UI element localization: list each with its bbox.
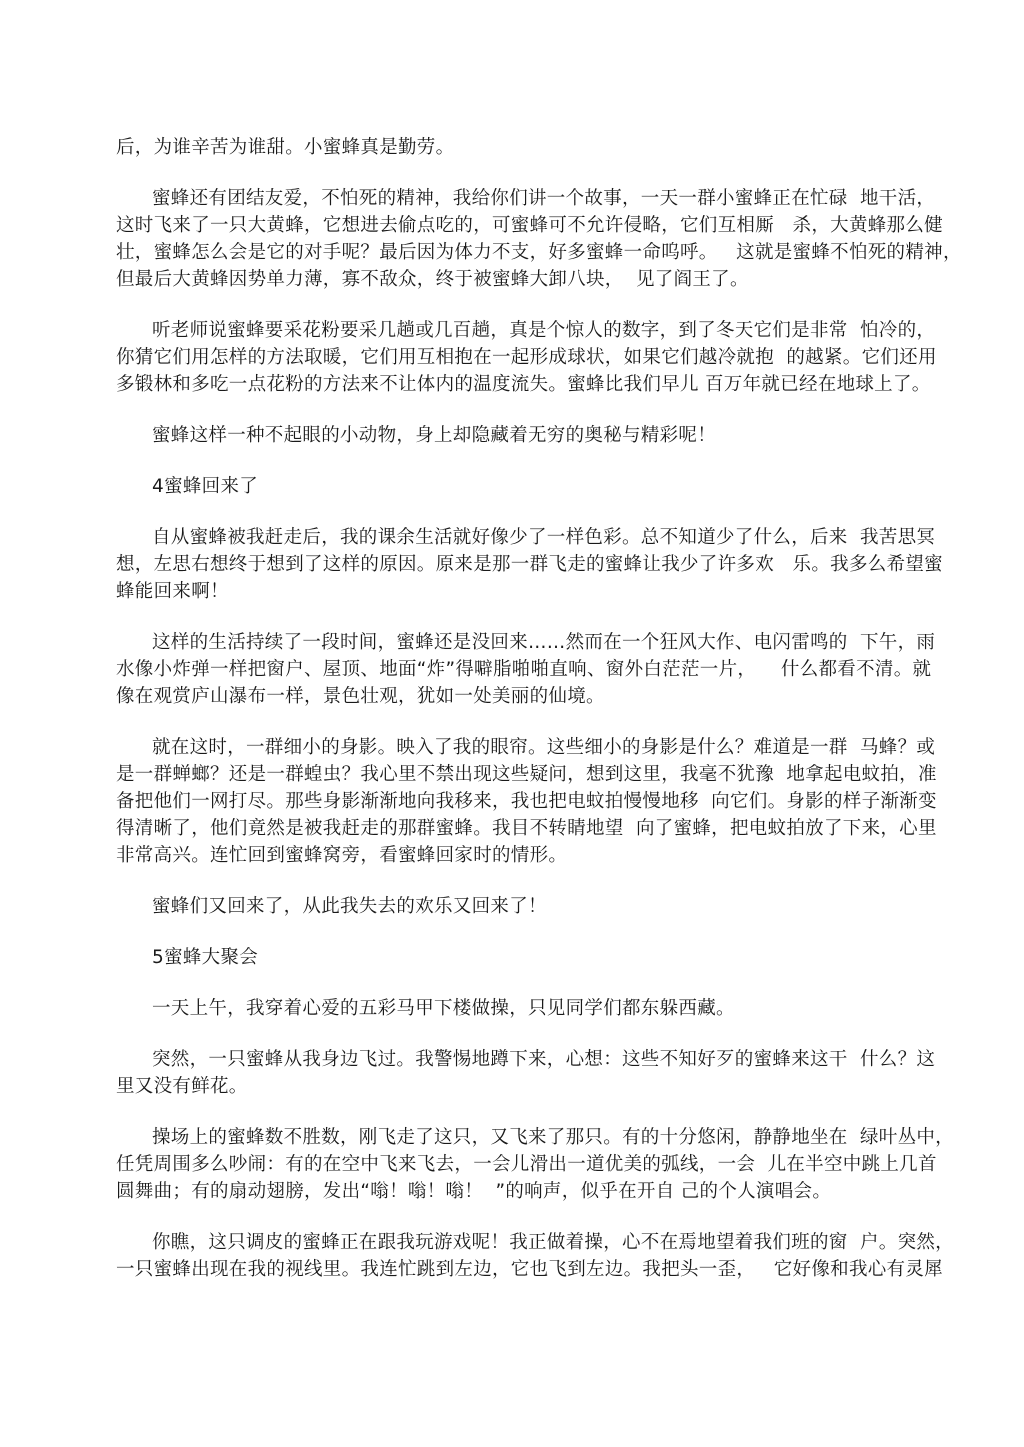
text-line: 是一群蝉螂？还是一群蝗虫？我心里不禁出现这些疑问，想到这里，我毫不犹豫 地拿起电蚊拍，准 [116, 764, 937, 785]
text-line: 多锻林和多吃一点花粉的方法来不让体内的温度流失。蜜蜂比我们早儿 百万年就已经在地球上了。 [116, 374, 931, 395]
text-line: 非常高兴。连忙回到蜜蜂窝旁，看蜜蜂回家时的情形。 [116, 845, 568, 866]
text-line: 一只蜜蜂出现在我的视线里。我连忙跳到左边，它也飞到左边。我把头一歪， 它好像和我心有灵犀 [116, 1259, 943, 1280]
text-line: 这样的生活持续了一段时间，蜜蜂还是没回来……然而在一个狂风大作、电闪雷鸣的 下午，雨 [152, 632, 936, 653]
text-line: 想，左思右想终于想到了这样的原因。原来是那一群飞走的蜜蜂让我少了许多欢 乐。我多么希望蜜 [116, 554, 943, 575]
text-line: 听老师说蜜蜂要采花粉要采几趟或几百趟，真是个惊人的数字，到了冬天它们是非常 怕冷的， [152, 320, 936, 341]
text-line: 像在观赏庐山瀑布一样，景色壮观，犹如一处美丽的仙境。 [116, 686, 605, 707]
text-line: 蜜蜂们又回来了，从此我失去的欢乐又回来了！ [152, 896, 547, 917]
text-line: 水像小炸弹一样把窗户、屋顶、地面“炸”得噼脂啪啪直响、窗外白茫茫一片， 什么都看不清。就 [116, 659, 932, 680]
text-line: 一天上午，我穿着心爱的五彩马甲下楼做操，只见同学们都东躲西藏。 [152, 998, 735, 1019]
text-line: 但最后大黄蜂因势单力薄，寡不敌众，终于被蜜蜂大卸八块， 见了阎王了。 [116, 269, 749, 290]
text-line: 蜜蜂还有团结友爱，不怕死的精神，我给你们讲一个故事，一天一群小蜜蜂正在忙碌 地干活， [152, 188, 936, 209]
text-line: 蜂能回来啊！ [116, 581, 229, 602]
text-line: 你瞧，这只调皮的蜜蜂正在跟我玩游戏呢！我正做着操，心不在焉地望着我们班的窗 户。突然， [152, 1232, 954, 1253]
text-line: 任凭周围多么吵闹：有的在空中飞来飞去，一会儿滑出一道优美的弧线，一会 儿在半空中跳上几首 [116, 1154, 937, 1175]
text-line: 壮，蜜蜂怎么会是它的对手呢？最后因为体力不支，好多蜜蜂一命呜呼。 这就是蜜蜂不怕死的精神， [116, 242, 962, 263]
text-line: 蜜蜂这样一种不起眼的小动物，身上却隐藏着无穷的奥秘与精彩呢！ [152, 425, 717, 446]
text-line: 自从蜜蜂被我赶走后，我的课余生活就好像少了一样色彩。总不知道少了什么，后来 我苦思冥 [152, 527, 936, 548]
text-line: 突然，一只蜜蜂从我身边飞过。我警惕地蹲下来，心想：这些不知好歹的蜜蜂来这干 什么？这 [152, 1049, 936, 1070]
text-line: 你猜它们用怎样的方法取暖，它们用互相抱在一起形成球状，如果它们越冷就抱 的越紧。它们还用 [116, 347, 937, 368]
text-line: 这时飞来了一只大黄蜂，它想进去偷点吃的，可蜜蜂可不允许侵略，它们互相厮 杀，大黄蜂那么健 [116, 215, 943, 236]
text-line: 备把他们一网打尽。那些身影渐渐地向我移来，我也把电蚊拍慢慢地移 向它们。身影的样子渐渐变 [116, 791, 937, 812]
text-line: 得清晰了，他们竟然是被我赶走的那群蜜蜂。我目不转睛地望 向了蜜蜂，把电蚊拍放了下来，心里 [116, 818, 937, 839]
text-line: 操场上的蜜蜂数不胜数，刚飞走了这只，又飞来了那只。有的十分悠闲，静静地坐在 绿叶丛中， [152, 1127, 954, 1148]
text-line: 圆舞曲；有的扇动翅膀，发出“嗡！嗡！嗡！ ”的响声，似乎在开自 己的个人演唱会。 [116, 1181, 832, 1202]
section-heading: 5蜜蜂大聚会 [152, 947, 259, 968]
text-line: 后，为谁辛苦为谁甜。小蜜蜂真是勤劳。 [116, 137, 455, 158]
text-line: 就在这时，一群细小的身影。映入了我的眼帘。这些细小的身影是什么？难道是一群 马蜂？或 [152, 737, 936, 758]
text-line: 里又没有鲜花。 [116, 1076, 248, 1097]
section-heading: 4蜜蜂回来了 [152, 476, 259, 497]
